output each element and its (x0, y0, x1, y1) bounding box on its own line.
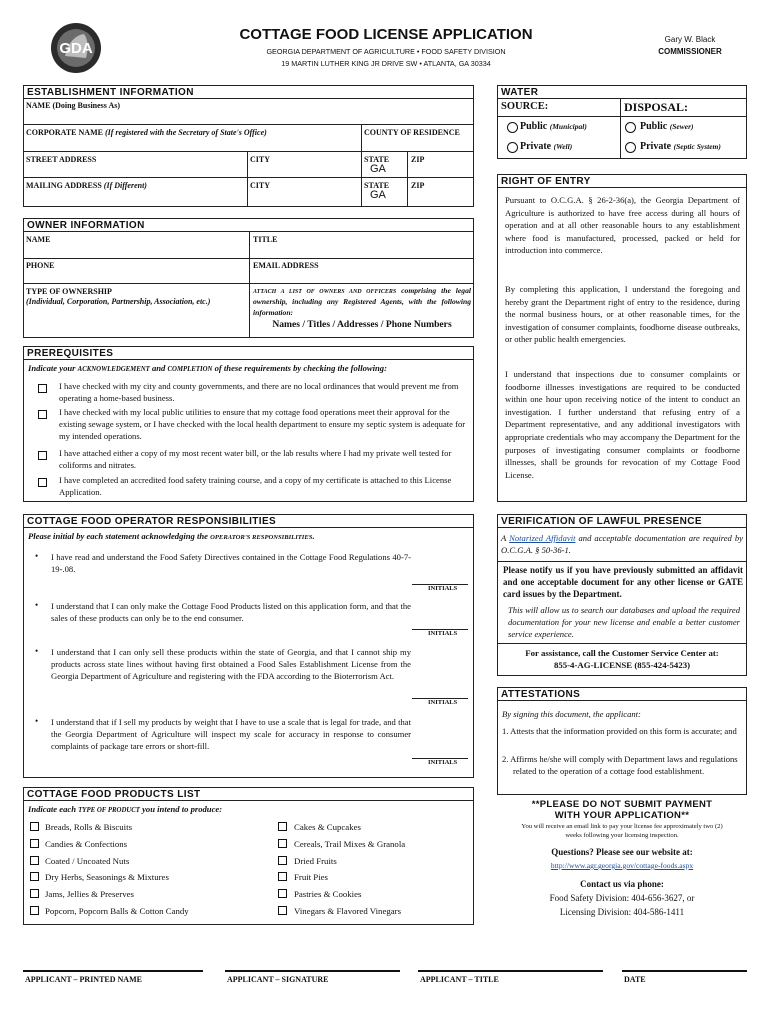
right-of-entry-p3: I understand that inspections due to consumer complaints or foodborne illnesses investigations are required to be conducted within one hour upon receiving notice of the intent to conduct an investigation. I further understand that refusing entry of a Department representative, and any additional investigators with appropriate credentials who may accompany the Department for the purposes of investigating consumer complaints or foodborne illnesses, shall be grounds for revocation of my Cottage Food License. (505, 369, 740, 480)
verification-p4: For assistance, call the Customer Service Center at: (525, 648, 719, 658)
email-label: EMAIL ADDRESS (253, 261, 319, 270)
product-checkbox-candies[interactable] (30, 839, 39, 848)
prerequisites-header: PREREQUISITES (23, 346, 474, 360)
date-label: DATE (624, 975, 646, 984)
prereq-checkbox-3[interactable] (38, 451, 47, 460)
corporate-name-label: CORPORATE NAME (If registered with the Secretary of State's Office) (26, 128, 267, 137)
questions-text: Questions? Please see our website at: (551, 847, 693, 857)
email-field[interactable] (250, 270, 473, 282)
applicant-title-line[interactable] (418, 970, 603, 972)
responsibilities-intro: Please initial by each statement acknowledging the OPERATOR'S RESPONSIBILITIES. (28, 531, 315, 541)
establishment-header: ESTABLISHMENT INFORMATION (23, 85, 474, 99)
resp-item-3: I understand that I can only sell these products within the state of Georgia, and that I cannot ship my products across state lines without having first obtained a Food Sales Establishment License from the Georgia Department of Agriculture and registering with the FDA according to the Bioterrorism Act. (51, 647, 411, 682)
prereq-item-2: I have checked with my local public utilities to ensure that my cottage food operations meet their approval for the existing sewage system, or I have checked with the local health department to ensure my septic system is adequate for my intended operations. (59, 407, 466, 442)
county-label: COUNTY OF RESIDENCE (364, 128, 460, 137)
website-link[interactable]: http://www.agr.georgia.gov/cottage-foods.aspx (550, 861, 694, 870)
header-subtitle-2: 19 MARTIN LUTHER KING JR DRIVE SW • ATLANTA, GA 30334 (281, 59, 491, 68)
product-checkbox-cereals[interactable] (278, 839, 287, 848)
product-label-dried-fruits: Dried Fruits (294, 856, 337, 866)
disposal-public-label: Public (Sewer) (640, 121, 694, 132)
zip2-label: ZIP (411, 181, 425, 190)
product-label-popcorn: Popcorn, Popcorn Balls & Cotton Candy (45, 906, 189, 916)
resp-item-1: I have read and understand the Food Safety Directives contained in the Cottage Food Regulations 40-7-19-.08. (51, 552, 411, 575)
printed-name-label: APPLICANT – PRINTED NAME (25, 975, 142, 984)
resp-bullet-2: • (35, 600, 39, 610)
prereq-checkbox-1[interactable] (38, 384, 47, 393)
initials-label-3: INITIALS (428, 699, 458, 706)
verification-p3: This will allow us to search our databases and upload the required documentation for your new license and enable a better customer service experience. (508, 605, 740, 639)
water-disposal-label: DISPOSAL: (624, 100, 689, 114)
page-title: COTTAGE FOOD LICENSE APPLICATION (239, 26, 533, 43)
verification-p2: Please notify us if you have previously submitted an affidavit and one acceptable document for any other license or GATE card issues by the Department. (503, 565, 743, 599)
product-label-breads: Breads, Rolls & Biscuits (45, 822, 132, 832)
disposal-private-label: Private (Septic System) (640, 141, 721, 152)
prerequisites-intro: Indicate your ACKNOWLEDGEMENT and COMPLETION of these requirements by checking the following: (28, 363, 387, 373)
product-label-jams: Jams, Jellies & Preserves (45, 889, 134, 899)
ownership-type-field[interactable] (24, 308, 248, 336)
signature-label: APPLICANT – SIGNATURE (227, 975, 329, 984)
source-private-radio[interactable] (507, 142, 518, 153)
attach-fields: Names / Titles / Addresses / Phone Numbers (272, 319, 452, 330)
water-source-label: SOURCE: (501, 101, 549, 112)
product-label-fruit-pies: Fruit Pies (294, 872, 328, 882)
attestation-item-2: 2. Affirms he/she will comply with Department laws and regulations related to the operation of a cottage food establishment. (502, 754, 738, 777)
notarized-affidavit-link[interactable]: Notarized Affidavit (509, 533, 576, 543)
payment-warning-1: **PLEASE DO NOT SUBMIT PAYMENT (531, 799, 713, 810)
initials-label-1: INITIALS (428, 585, 458, 592)
city2-label: CITY (250, 181, 271, 190)
product-label-herbs: Dry Herbs, Seasonings & Mixtures (45, 872, 169, 882)
attestations-intro: By signing this document, the applicant: (502, 709, 641, 719)
street-address-label: STREET ADDRESS (26, 155, 97, 164)
product-checkbox-cakes[interactable] (278, 822, 287, 831)
product-label-cereals: Cereals, Trail Mixes & Granola (294, 839, 406, 849)
ownership-type-label: TYPE OF OWNERSHIP (26, 287, 112, 296)
phone-field[interactable] (24, 270, 248, 282)
right-of-entry-p1: Pursuant to O.C.G.A. § 26-2-36(a), the Georgia Department of Agriculture is authorized to have free access during all hours of operation and at all other reasonable hours to any establishment where food is manufactured, processed, packed or held for introduction into commerce. (505, 195, 740, 256)
product-label-nuts: Coated / Uncoated Nuts (45, 856, 130, 866)
dba-name-label: NAME (Doing Business As) (26, 101, 121, 110)
product-label-pastries: Pastries & Cookies (294, 889, 362, 899)
attestation-item-1: 1. Attests that the information provided on this form is accurate; and (502, 726, 737, 736)
gda-logo (50, 22, 102, 74)
resp-item-4: I understand that if I sell my products by weight that I have to use a scale that is legal for trade, and that the Georgia Department of Agriculture will inspect my scale for accuracy in response to consumer complaints of package tare errors or short-fill. (51, 717, 411, 752)
product-label-cakes: Cakes & Cupcakes (294, 822, 361, 832)
responsibilities-header: COTTAGE FOOD OPERATOR RESPONSIBILITIES (23, 514, 474, 528)
owner-name-label: NAME (26, 235, 51, 244)
product-checkbox-herbs[interactable] (30, 872, 39, 881)
printed-name-line[interactable] (23, 970, 203, 972)
product-checkbox-nuts[interactable] (30, 856, 39, 865)
phone-label: PHONE (26, 261, 55, 270)
product-checkbox-jams[interactable] (30, 889, 39, 898)
owner-title-label: TITLE (253, 235, 278, 244)
disposal-private-radio[interactable] (625, 142, 636, 153)
owner-title-field[interactable] (250, 244, 473, 257)
header-subtitle-1: GEORGIA DEPARTMENT OF AGRICULTURE • FOOD SAFETY DIVISION (266, 47, 506, 56)
source-public-label: Public (Municipal) (520, 121, 587, 132)
city2-field[interactable] (248, 190, 360, 206)
attestations-header: ATTESTATIONS (497, 687, 747, 701)
product-label-vinegars: Vinegars & Flavored Vinegars (294, 906, 402, 916)
source-public-radio[interactable] (507, 122, 518, 133)
signature-line[interactable] (225, 970, 400, 972)
corporate-name-field[interactable] (24, 137, 360, 150)
state-label: STATE (364, 155, 390, 164)
state2-label: STATE (364, 181, 390, 190)
resp-bullet-4: • (35, 716, 39, 726)
food-safety-phone: Food Safety Division: 404-656-3627, or (549, 893, 695, 903)
logo-text: GDA (59, 40, 93, 57)
zip2-field[interactable] (408, 190, 473, 206)
owner-name-field[interactable] (24, 244, 248, 257)
product-checkbox-breads[interactable] (30, 822, 39, 831)
disposal-public-radio[interactable] (625, 122, 636, 133)
owner-header: OWNER INFORMATION (23, 218, 474, 232)
product-checkbox-dried-fruits[interactable] (278, 856, 287, 865)
contact-text: Contact us via phone: (580, 879, 664, 889)
ownership-type-note: (Individual, Corporation, Partnership, Association, etc.) (26, 297, 211, 306)
dba-name-field[interactable] (24, 110, 473, 124)
zip-label: ZIP (411, 155, 425, 164)
products-intro: Indicate each TYPE OF PRODUCT you intend to produce: (28, 804, 223, 814)
verification-header: VERIFICATION OF LAWFUL PRESENCE (497, 514, 747, 528)
mailing-address-label: MAILING ADDRESS (If Different) (26, 181, 147, 190)
water-header: WATER (497, 85, 747, 99)
payment-note: You will receive an email link to pay your license fee approximately two (2) weeks following your licensing inspection. (521, 823, 723, 839)
resp-item-2: I understand that I can only make the Cottage Food Products listed on this application form, and that the sales of these products can only be to the end consumer. (51, 601, 411, 624)
resp-bullet-3: • (35, 646, 39, 656)
state-value[interactable]: GA (370, 163, 386, 175)
city-field[interactable] (248, 164, 360, 176)
prereq-item-4: I have completed an accredited food safety training course, and a copy of my certificate is attached to this License Application. (59, 475, 452, 498)
verification-p1: A Notarized Affidavit and acceptable documentation are required by O.C.G.A. § 50-36-1. (501, 533, 743, 555)
official-title: COMMISSIONER (658, 47, 722, 56)
product-checkbox-pastries[interactable] (278, 889, 287, 898)
product-label-candies: Candies & Confections (45, 839, 128, 849)
product-checkbox-fruit-pies[interactable] (278, 872, 287, 881)
right-of-entry-p2: By completing this application, I understand the foregoing and hereby grant the Department right of entry to the residence, during the normal business hours, or at other reasonable times, for the investigation of consumer complaints, foodborne disease outbreaks, or other public health emergencies. (505, 284, 740, 345)
product-checkbox-popcorn[interactable] (30, 906, 39, 915)
prereq-checkbox-2[interactable] (38, 410, 47, 419)
prereq-checkbox-4[interactable] (38, 478, 47, 487)
prereq-item-1: I have checked with my city and county governments, and there are no local ordinances that would prevent me from operating a home-based business. (59, 381, 459, 404)
applicant-title-label: APPLICANT – TITLE (420, 975, 499, 984)
source-private-label: Private (Well) (520, 141, 573, 152)
resp-bullet-1: • (35, 551, 39, 561)
verification-phone: 855-4-AG-LICENSE (855-424-5423) (553, 660, 691, 670)
date-line[interactable] (622, 970, 747, 972)
mailing-address-field[interactable] (24, 190, 246, 206)
attestations-section (497, 687, 747, 795)
city-label: CITY (250, 155, 271, 164)
county-field[interactable] (362, 137, 473, 150)
products-header: COTTAGE FOOD PRODUCTS LIST (23, 787, 474, 801)
payment-warning-2: WITH YOUR APPLICATION** (554, 810, 690, 821)
official-name: Gary W. Black (664, 35, 716, 44)
initials-label-2: INITIALS (428, 630, 458, 637)
initials-label-4: INITIALS (428, 759, 458, 766)
product-checkbox-vinegars[interactable] (278, 906, 287, 915)
prereq-item-3: I have attached either a copy of my most recent water bill, or the lab results where I had my private well tested for coliforms and nitrates. (59, 448, 452, 471)
attach-owners-note: ATTACH A LIST OF OWNERS AND OFFICERS comprising the legal ownership, including any Registered Agents, with the following information: (253, 286, 471, 317)
licensing-phone: Licensing Division: 404-586-1411 (559, 907, 685, 917)
street-address-field[interactable] (24, 164, 246, 176)
zip-field[interactable] (408, 164, 473, 176)
right-of-entry-header: RIGHT OF ENTRY (497, 174, 747, 188)
state2-value[interactable]: GA (370, 189, 386, 201)
